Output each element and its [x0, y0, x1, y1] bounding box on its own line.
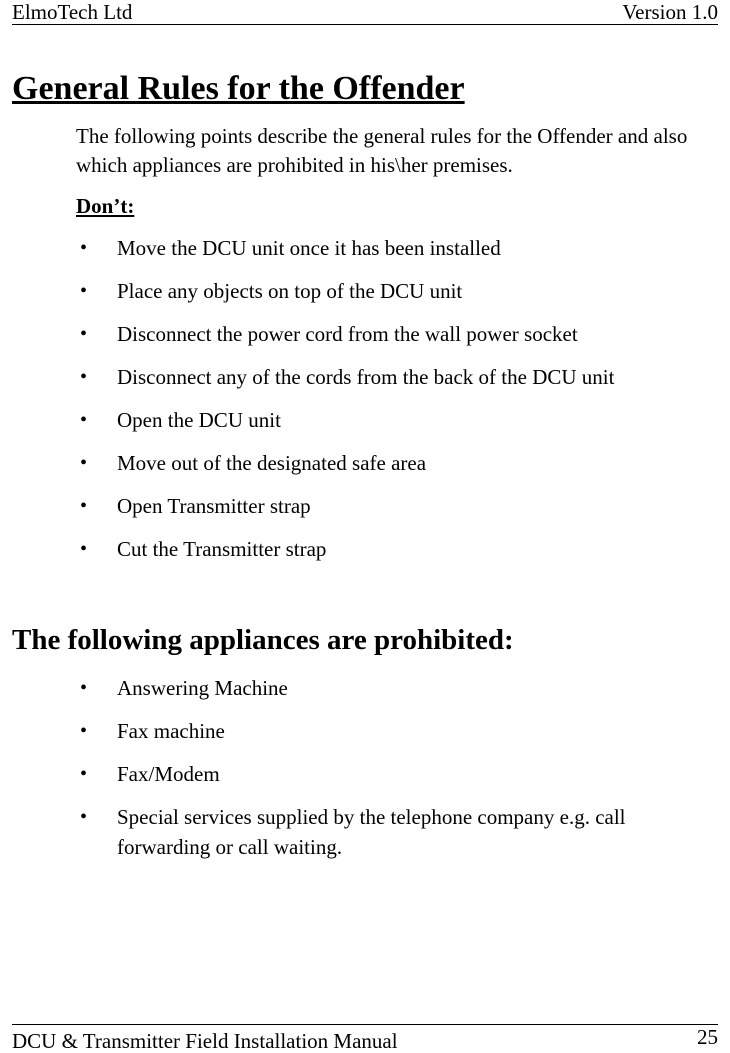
bullet-icon: • [80, 237, 88, 259]
section-title: General Rules for the Offender [12, 70, 465, 107]
company-name: ElmoTech Ltd [12, 0, 133, 24]
list-item: • Open Transmitter strap [0, 491, 730, 521]
bullet-icon: • [80, 280, 88, 302]
bullet-icon: • [80, 538, 88, 560]
bullet-icon: • [80, 806, 88, 828]
dont-heading: Don’t: [76, 194, 135, 218]
bullet-icon: • [80, 495, 88, 517]
page-header [12, 0, 718, 25]
prohibited-heading: The following appliances are prohibited: [12, 624, 514, 656]
intro-paragraph: The following points describe the general rules for the Offender and also which appliances are prohibited in his\her premises. [76, 124, 688, 177]
bullet-icon: • [80, 677, 88, 699]
bullet-icon: • [80, 763, 88, 785]
bullet-icon: • [80, 452, 88, 474]
list-item: • Move out of the designated safe area [0, 448, 730, 478]
list-item: • Cut the Transmitter strap [0, 534, 730, 564]
bullet-icon: • [80, 366, 88, 388]
page-footer [12, 1024, 718, 1051]
list-item: • Fax machine [0, 716, 730, 746]
list-item: • Disconnect the power cord from the wall power socket [0, 319, 730, 349]
document-version: Version 1.0 [622, 0, 718, 24]
page-number: 25 [697, 1025, 718, 1049]
list-item: • Fax/Modem [0, 759, 730, 789]
bullet-icon: • [80, 720, 88, 742]
bullet-icon: • [80, 409, 88, 431]
list-item: • Move the DCU unit once it has been installed [0, 233, 730, 263]
list-item: • Answering Machine [0, 673, 730, 703]
list-item: • Special services supplied by the telephone company e.g. call forwarding or call waiting. [0, 802, 730, 862]
bullet-icon: • [80, 323, 88, 345]
list-item: • Disconnect any of the cords from the back of the DCU unit [0, 362, 730, 392]
list-item: • Open the DCU unit [0, 405, 730, 435]
manual-title: DCU & Transmitter Field Installation Manual [12, 1029, 398, 1053]
list-item: • Place any objects on top of the DCU unit [0, 276, 730, 306]
